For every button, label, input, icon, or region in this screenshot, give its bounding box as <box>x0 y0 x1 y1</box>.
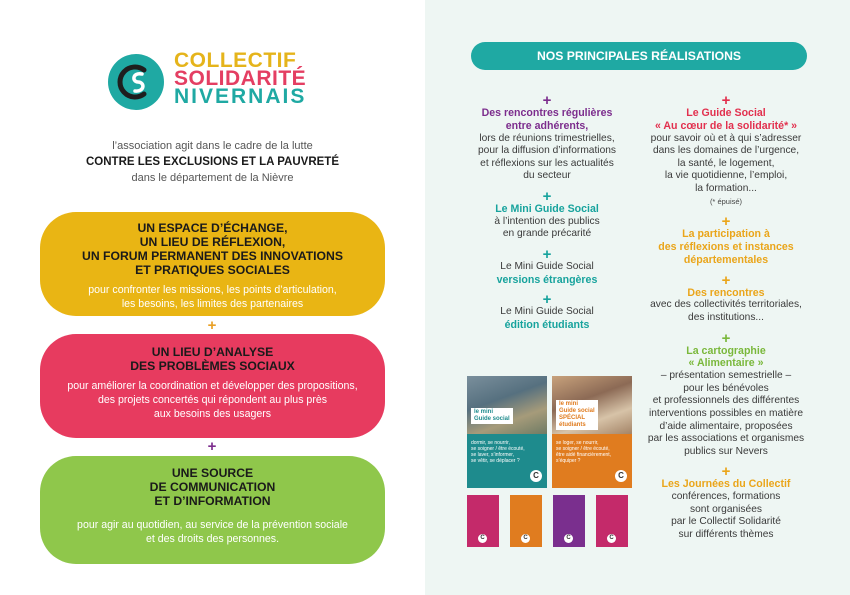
plus-icon: + <box>721 271 731 289</box>
body-line: publics sur Nevers <box>684 445 768 457</box>
cs-logo-icon: C <box>564 534 573 543</box>
cover-line: se laver, s’informer, <box>471 452 515 458</box>
pill-title <box>58 221 367 277</box>
achievement-title: Les Journées du Collectif <box>661 478 791 491</box>
title-line: des réflexions et instances <box>658 240 794 253</box>
cover-tag <box>471 408 513 424</box>
body-line: interventions possibles en matière <box>648 407 804 419</box>
achievements-column-left <box>466 94 628 339</box>
logo-line-1: COLLECTIF <box>174 49 297 72</box>
cover-tag <box>556 400 598 430</box>
achievement-title <box>638 345 814 371</box>
cs-logo-icon: C <box>530 470 542 482</box>
footnote: (* épuisé) <box>709 196 743 206</box>
plus-icon: + <box>542 291 552 309</box>
pill-title-line: DES PROBLÈMES SOCIAUX <box>130 359 295 373</box>
cover-photo <box>467 376 547 434</box>
pill-body <box>58 518 367 546</box>
cover-line: être aidé financièrement, <box>556 452 612 458</box>
pill-analysis <box>40 334 385 438</box>
cs-logo-icon: C <box>521 534 530 543</box>
plus-icon: + <box>721 213 731 231</box>
title-line: Des rencontres régulières <box>481 107 613 119</box>
body-line: sont organisées <box>690 503 762 515</box>
tag-line: Guide social <box>559 408 595 414</box>
cover-text <box>556 440 630 464</box>
plus-icon: + <box>207 317 217 334</box>
achievement-title <box>466 107 628 133</box>
pill-body-line: pour améliorer la coordination et développer des propositions, <box>67 380 358 392</box>
cover-text <box>471 440 545 464</box>
title-line: « Alimentaire » <box>688 357 764 370</box>
plus-icon: + <box>542 245 552 263</box>
body-line: par les associations et organismes <box>647 433 805 445</box>
achievement-guide-social <box>638 94 814 208</box>
achievement-food-map <box>638 329 814 459</box>
body-line: la santé, le logement, <box>677 157 775 169</box>
pill-title-line: UN LIEU D’ANALYSE <box>151 345 274 359</box>
cover-line: dormir, se nourrir, <box>471 440 510 446</box>
logo-wordmark <box>174 49 307 108</box>
achievement-participation <box>638 215 814 266</box>
body-line: la vie quotidienne, l’emploi, <box>664 170 788 182</box>
achievement-student-edition <box>466 293 628 331</box>
body-line: à l’intention des publics <box>494 215 600 227</box>
plus-icon: + <box>542 92 552 109</box>
title-line: « Au cœur de la solidarité* » <box>654 119 798 132</box>
body-line: lors de réunions trimestrielles, <box>479 132 615 144</box>
achievement-mini-guide <box>466 187 628 241</box>
plus-icon: + <box>542 187 552 205</box>
title-line: départementales <box>683 253 769 266</box>
cover-line: se soigner / être écouté, <box>556 446 610 452</box>
title-line: Le Guide Social <box>686 107 766 119</box>
body-line: Le Mini Guide Social <box>500 306 594 318</box>
cs-logo-icon: C <box>478 534 487 543</box>
body-line: dans les domaines de l’urgence, <box>652 145 800 157</box>
pill-body-line: aux besoins des usagers <box>153 408 272 420</box>
booklet-foreign-version-thumb <box>596 495 628 547</box>
achievement-encounters <box>638 271 814 325</box>
achievement-title: versions étrangères <box>496 273 598 286</box>
pill-title <box>58 466 367 508</box>
body-line: par le Collectif Solidarité <box>671 516 781 528</box>
pill-title-line: UN FORUM PERMANENT DES INNOVATIONS <box>82 249 343 263</box>
pill-body-line: pour agir au quotidien, au service de la prévention sociale <box>77 519 348 531</box>
intro-line-3: dans le département de la Nièvre <box>131 172 294 184</box>
pill-body <box>58 379 367 421</box>
intro-line-1: l’association agit dans le cadre de la lutte <box>112 140 313 152</box>
cs-logo-icon: C <box>615 470 627 482</box>
plus-icon: + <box>721 463 731 481</box>
body-line: des institutions... <box>688 311 764 323</box>
cs-logo-icon: C <box>607 534 616 543</box>
pill-exchange <box>40 212 385 316</box>
logo-line-3: NIVERNAIS <box>174 85 307 108</box>
pill-body <box>58 283 367 311</box>
tag-line: Guide social <box>474 416 510 422</box>
pill-title-line: ET D’INFORMATION <box>154 494 271 508</box>
body-line: et professionnels des différentes <box>652 395 800 407</box>
achievement-title <box>638 228 814 266</box>
achievements-column-right <box>638 94 814 548</box>
achievement-meetings <box>466 94 628 183</box>
title-line: La cartographie <box>686 344 766 357</box>
body-line: – présentation semestrielle – <box>660 370 792 382</box>
booklet-student-edition-cover <box>552 376 632 488</box>
achievement-title: Le Mini Guide Social <box>495 202 599 215</box>
body-line: en grande précarité <box>502 228 592 240</box>
cover-line: s’équiper ? <box>556 458 581 464</box>
body-line: d’aide alimentaire, proposées <box>659 420 793 432</box>
pill-title-line: ET PRATIQUES SOCIALES <box>135 263 290 277</box>
intro-text <box>40 138 385 186</box>
booklet-foreign-version-thumb <box>553 495 585 547</box>
tag-line: le mini <box>559 401 579 407</box>
pill-title-line: DE COMMUNICATION <box>149 480 276 494</box>
body-line: sur différents thèmes <box>678 528 774 540</box>
title-line: La participation à <box>682 228 770 241</box>
pill-title <box>58 345 367 373</box>
cover-line: se soigner / être écouté, <box>471 446 525 452</box>
pill-title-line: UN ESPACE D’ÉCHANGE, <box>137 221 288 235</box>
body-line: du secteur <box>523 170 571 182</box>
section-banner: NOS PRINCIPALES RÉALISATIONS <box>471 42 807 70</box>
body-line: avec des collectivités territoriales, <box>650 299 802 311</box>
pill-title-line: UNE SOURCE <box>171 466 254 480</box>
booklet-foreign-version-thumb <box>467 495 499 547</box>
body-line: pour les bénévoles <box>683 382 769 394</box>
pill-body-line: pour confronter les missions, les points d’articulation, <box>88 284 337 296</box>
pill-communication <box>40 456 385 564</box>
achievement-collective-days <box>638 465 814 541</box>
achievement-title: Des rencontres <box>687 286 765 299</box>
body-line: Le Mini Guide Social <box>500 260 594 272</box>
intro-line-2: CONTRE LES EXCLUSIONS ET LA PAUVRETÉ <box>85 156 340 168</box>
tag-line: le mini <box>474 409 494 415</box>
achievement-foreign-versions <box>466 245 628 286</box>
logo <box>108 49 328 122</box>
pill-body-line: et des droits des personnes. <box>145 533 280 545</box>
logo-line-2: SOLIDARITÉ <box>174 67 307 90</box>
plus-icon: + <box>721 329 731 347</box>
body-line: pour savoir où et à qui s’adresser <box>650 132 802 144</box>
body-line: conférences, formations <box>671 491 781 503</box>
booklet-mini-guide-cover <box>467 376 547 488</box>
body-line: et réflexions sur les actualités <box>480 157 614 169</box>
tag-line: SPÉCIAL <box>559 415 586 421</box>
body-line: pour la diffusion d’informations <box>478 145 616 157</box>
body-line: la formation... <box>695 182 757 194</box>
booklet-foreign-version-thumb <box>510 495 542 547</box>
tag-line: étudiants <box>559 422 586 428</box>
pill-body-line: des projets concertés qui répondent au plus près <box>97 394 328 406</box>
logo-mark <box>108 54 164 110</box>
plus-icon: + <box>207 438 217 455</box>
cover-line: se loger, se nourrir, <box>556 440 599 446</box>
achievement-title <box>638 107 814 133</box>
pill-body-line: les besoins, les limites des partenaires <box>121 298 304 310</box>
achievement-title: édition étudiants <box>504 318 590 331</box>
pill-title-line: UN LIEU DE RÉFLEXION, <box>139 235 286 249</box>
title-line: entre adhérents, <box>505 119 589 132</box>
plus-icon: + <box>721 92 731 109</box>
cover-line: se vêtir, se déplacer ? <box>471 458 520 464</box>
